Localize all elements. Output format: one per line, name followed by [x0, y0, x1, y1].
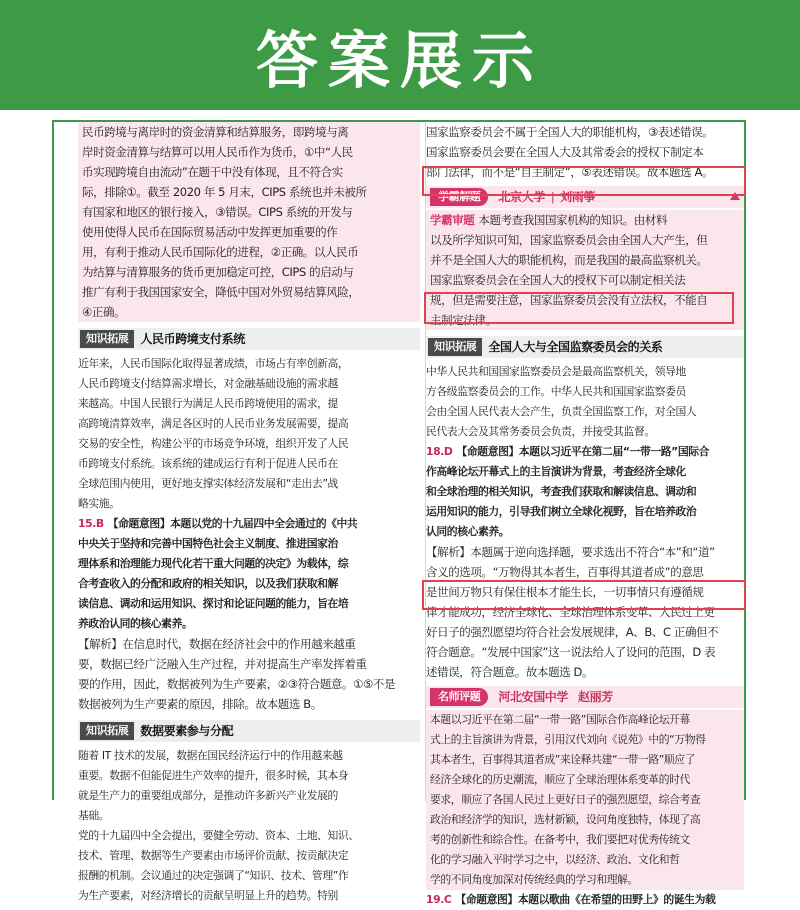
- text-line: 际，排除①。截至 2020 年 5 月末，CIPS 系统也并未被所: [82, 185, 367, 199]
- knowledge-extension-tag: 知识拓展: [80, 330, 134, 348]
- text-line: 全球范围内使用，更好地支撑实体经济发展和“走出去”战: [78, 477, 338, 490]
- knowledge-extension-body: [78, 746, 420, 906]
- teacher-review-tag: 名师评题: [430, 688, 488, 706]
- text-line: [426, 890, 744, 910]
- top-student-review-label: 学霸审题: [430, 213, 475, 227]
- text-line: 合考查收入的分配和政府的相关知识，以及我们获取和解: [78, 577, 338, 590]
- solver-school: 北京大学: [498, 190, 545, 204]
- text-line: 民币跨境与离岸时的资金清算和结算服务，即跨境与离: [82, 125, 349, 139]
- text-line: 岸时资金清算与结算可以用人民币作为货币，①中“人民: [82, 145, 353, 159]
- text-line: 经济全球化的历史潮流，顺应了全球治理体系变革的时代: [430, 773, 690, 786]
- text-line: 交易的安全性，构建公平的市场竞争环境，组织开发了人民: [78, 437, 349, 450]
- right-column: [426, 122, 744, 906]
- teacher-name: 赵丽芳: [578, 690, 613, 704]
- text-line: 述错误，符合题意。故本题选 D。: [426, 665, 594, 679]
- text-segment: 【命题意图】本题以党的十九届四中全会通过的《中共: [107, 517, 358, 530]
- text-line: 并不是全国人大的职能机构，而是我国的最高监察机关。: [430, 253, 708, 267]
- text-line: 和全球治理的相关知识，考查我们获取和解读信息、调动和: [426, 485, 697, 498]
- text-line: 律才能成功，经济全球化、全球治理体系变革、人民过上更: [426, 605, 715, 619]
- knowledge-extension-title: 人民币跨境支付系统: [140, 332, 245, 346]
- text-line: [430, 210, 740, 230]
- question-15-answer: [78, 514, 420, 714]
- text-line: 中华人民共和国国家监察委员会是最高监察机关，领导地: [426, 365, 686, 378]
- text-line: 本题以习近平在第二届“一带一路”国际合作高峰论坛开幕: [430, 713, 690, 726]
- text-line: 略实施。: [78, 497, 120, 510]
- text-line: 【解析】在信息时代，数据在经济社会中的作用越来越重: [78, 637, 356, 651]
- text-line: 学的不同角度加深对传统经典的学习和理解。: [430, 873, 638, 886]
- banner-title: 答案展示: [255, 23, 544, 97]
- text-line: 党的十九届四中全会提出，要健全劳动、资本、土地、知识、: [78, 829, 359, 842]
- highlight-frame: [422, 580, 746, 610]
- text-line: 会由全国人民代表大会产生，负责全国监察工作，对全国人: [426, 405, 697, 418]
- text-line: 要的作用，因此，数据被列为生产要素，②③符合题意。①⑤不是: [78, 677, 396, 691]
- text-line: [78, 514, 420, 534]
- text-line: 高跨境清算效率，满足各区时的人民币业务发展需要，提高: [78, 417, 349, 430]
- text-line: 要求，顺应了各国人民过上更好日子的强烈愿望，综合考查: [430, 793, 701, 806]
- text-line: 人民币跨境支付结算需求增长，对金融基础设施的需求越: [78, 377, 338, 390]
- analysis-highlight-box: [78, 122, 420, 322]
- text-line: 中央关于坚持和完善中国特色社会主义制度、推进国家治: [78, 537, 338, 550]
- text-line: 规，但是需要注意，国家监察委员会没有立法权，不能自: [430, 293, 708, 307]
- text-line: 国家监察委员会不属于全国人大的职能机构，③表述错误。: [426, 125, 714, 139]
- text-line: 其本者生，百事得其道者成”来诠释共建“一带一路”顺应了: [430, 753, 696, 766]
- text-line: 用，有利于推动人民币国际化的进程，②正确。以人民币: [82, 245, 359, 259]
- knowledge-extension-title: 全国人大与全国监察委员会的关系: [488, 340, 663, 354]
- text-line: 考的创新性和综合性。在备考中，我们要把对优秀传统文: [430, 833, 690, 846]
- text-line: 部门法律，而不是“自主制定”，⑤表述错误。故本题选 A。: [426, 165, 714, 179]
- text-line: 有国家和地区的银行接入，③错误。CIPS 系统的开发与: [82, 205, 353, 219]
- text-line: 含义的选项。“万物得其本者生，百事得其道者成”的意思: [426, 565, 704, 579]
- text-line: 就是生产力的重要组成部分，是推动许多新兴产业发展的: [78, 789, 338, 802]
- text-line: 国家监察委员会要在全国人大及其常委会的授权下制定本: [426, 145, 704, 159]
- teacher-review-body: [426, 710, 744, 890]
- text-line: 以及所学知识可知，国家监察委员会由全国人大产生，但: [430, 233, 708, 247]
- separator: |: [550, 190, 555, 204]
- text-line: 技术、管理、数据等生产要素由市场评价贡献、按贡献决定: [78, 849, 349, 862]
- knowledge-extension-tag: 知识拓展: [428, 338, 482, 356]
- text-line: 读信息、调动和运用知识、探讨和论证问题的能力，旨在培: [78, 597, 349, 610]
- text-segment: 【命题意图】本题以歌曲《在希望的田野上》的诞生为载: [455, 893, 716, 906]
- knowledge-extension-title: 数据要素参与分配: [140, 724, 234, 738]
- text-line: 要，数据已经广泛融入生产过程，并对提高生产率发挥着重: [78, 657, 367, 671]
- text-line: 国家监察委员会在全国人大的授权下可以制定相关法: [430, 273, 686, 287]
- text-line: 币跨境支付系统。该系统的建成运行有利于促进人民币在: [78, 457, 338, 470]
- question-19-answer: [426, 890, 744, 910]
- question-18-answer: [426, 442, 744, 682]
- text-line: 养政治认同的核心素养。: [78, 617, 193, 630]
- text-line: 化的学习融入平时学习之中，以经济、政治、文化和哲: [430, 853, 680, 866]
- text-line: 方各级监察委员会的工作。中华人民共和国国家监察委员: [426, 385, 686, 398]
- text-line: 好日子的强烈愿望均符合社会发展规律，A、B、C 正确但不: [426, 625, 719, 639]
- text-segment: 【命题意图】本题以习近平在第二届“一带一路”国际合: [456, 445, 710, 458]
- text-line: 币实现跨境自由流动”在题干中没有体现，且不符合实: [82, 165, 343, 179]
- text-line: 理体系和治理能力现代化若干重大问题的决定》为载体，综: [78, 557, 349, 570]
- text-line: 使用使得人民币在国际贸易活动中发挥更加重要的作: [82, 225, 338, 239]
- text-line: 近年来，人民币国际化取得显著成绩，市场占有率创新高，: [78, 357, 349, 370]
- text-line: 符合题意。“发展中国家”这一说法给人了设问的范围，D 表: [426, 645, 716, 659]
- text-segment: 本题考查我国国家机构的知识。由材料: [478, 213, 668, 227]
- text-line: 基础。: [78, 809, 110, 822]
- text-line: 是世间万物只有保住根本才能生长，一切事情只有遵循规: [426, 585, 704, 599]
- solver-name: 刘雨筝: [560, 190, 596, 204]
- knowledge-extension-tag: 知识拓展: [80, 722, 134, 740]
- knowledge-extension-header: [78, 720, 420, 742]
- teacher-school: 河北安国中学: [498, 690, 569, 704]
- question-number: 19.C: [426, 893, 452, 906]
- text-line: 主制定法律。: [430, 313, 497, 327]
- knowledge-extension-body: [426, 362, 744, 442]
- text-line: 推广有利于我国国家安全，降低中国对外贸易结算风险，: [82, 285, 360, 299]
- teacher-review-header: [426, 686, 744, 708]
- text-line: [426, 442, 744, 462]
- knowledge-extension-body: [78, 354, 420, 514]
- text-line: 【解析】本题属于逆向选择题，要求选出不符合“本”和“道”: [426, 545, 715, 559]
- text-line: 随着 IT 技术的发展，数据在国民经济运行中的作用越来越: [78, 749, 343, 762]
- top-student-solution-tag: 学霸解题: [430, 188, 488, 206]
- knowledge-extension-header: [426, 336, 744, 358]
- text-line: 为结算与清算服务的货币更加稳定可控，CIPS 的启动与: [82, 265, 354, 279]
- text-line: 重要。数据不但能促进生产效率的提升，很多时候，其本身: [78, 769, 349, 782]
- text-line: ④正确。: [82, 305, 126, 319]
- text-line: 式上的主旨演讲为背景，引用汉代刘向《说苑》中的“万物得: [430, 733, 706, 746]
- text-line: 报酬的机制。会议通过的决定强调了“知识、技术、管理”作: [78, 869, 349, 882]
- text-line: 民代表大会及其常务委员会负责，并接受其监督。: [426, 425, 655, 438]
- text-line: 作高峰论坛开幕式上的主旨演讲为背景，考查经济全球化: [426, 465, 686, 478]
- knowledge-extension-header: [78, 328, 420, 350]
- left-column: [78, 122, 420, 902]
- answer-page: [52, 120, 746, 906]
- text-line: 数据被列为生产要素的原因，排除。故本题选 B。: [78, 697, 322, 711]
- highlight-frame: [424, 292, 734, 324]
- question-number: 15.B: [78, 517, 104, 530]
- banner: [0, 0, 800, 110]
- question-number: 18.D: [426, 445, 453, 458]
- highlight-frame: [422, 166, 746, 196]
- text-line: 来越高。中国人民银行为满足人民币跨境使用的需求，提: [78, 397, 338, 410]
- text-line: 运用知识的能力，引导我们树立全球化视野，旨在培养政治: [426, 505, 697, 518]
- text-line: 政治和经济学的知识，选材新颖，设问角度独特，体现了高: [430, 813, 701, 826]
- text-line: 认同的核心素养。: [426, 525, 510, 538]
- text-line: 为生产要素，对经济增长的贡献呈明显上升的趋势。特别: [78, 889, 338, 902]
